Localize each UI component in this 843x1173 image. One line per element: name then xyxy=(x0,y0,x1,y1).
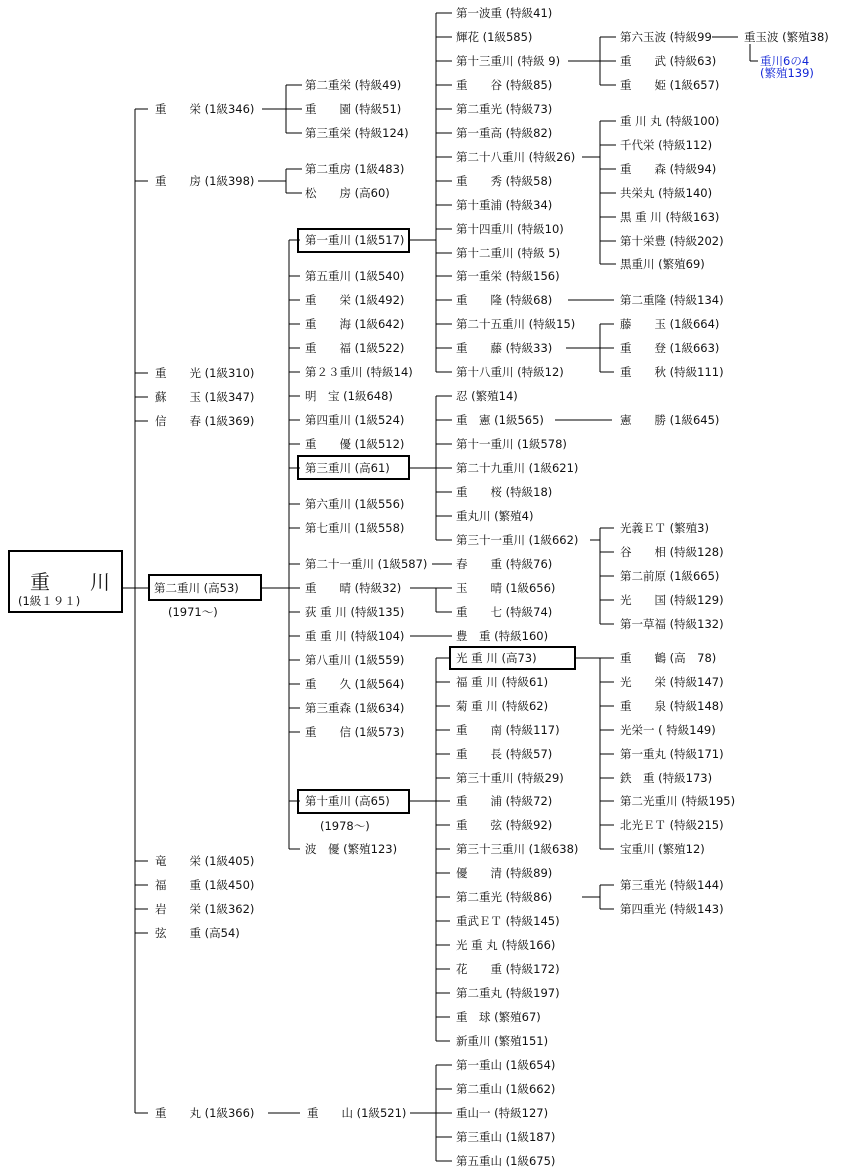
dai10-son-node: 光 重 丸 (特級166) xyxy=(456,938,556,952)
great-grandson-node: 北光ＥＴ (特級215) xyxy=(620,818,724,832)
sire-node: 信 春 (1級369) xyxy=(155,414,255,428)
root-node-grade: (1級１９１) xyxy=(18,594,81,608)
dai3-son-node: 重丸川 (繁殖4) xyxy=(456,509,534,523)
great-grandson-node: 藤 玉 (1級664) xyxy=(620,317,720,331)
dai1-son-node: 第一重栄 (特級156) xyxy=(456,269,560,283)
dai3-son-node: 第十一重川 (1級578) xyxy=(456,437,567,451)
dai3-son-node: 第二十九重川 (1級621) xyxy=(456,461,579,475)
great-grandson-node: 第一重山 (1級654) xyxy=(456,1058,556,1072)
great-grandson-node: 第二前原 (1級665) xyxy=(620,569,720,583)
grandson-node: 重 園 (特級51) xyxy=(305,102,402,116)
dai10-son-node: 重 球 (繁殖67) xyxy=(456,1010,541,1024)
dai10-son-node: 重 浦 (特級72) xyxy=(456,794,553,808)
great-grandson-node: 黒重川 (繁殖69) xyxy=(620,257,705,271)
dai1-son-node: 輝花 (1級585) xyxy=(456,30,533,44)
dai10-son-node: 光 重 川 (高73) xyxy=(456,651,537,665)
great-grandson-node: 第二重隆 (特級134) xyxy=(620,293,724,307)
grandson-node: 松 房 (高60) xyxy=(305,186,390,200)
great-grandson-node: 重 鶴 (高 78) xyxy=(620,651,717,665)
grandson-node: 重 山 (1級521) xyxy=(307,1106,407,1120)
great-grandson-node: 光義ＥＴ (繁殖3) xyxy=(620,521,709,535)
dai3-son-node: 重 憲 (1級565) xyxy=(456,413,544,427)
dai10-son-node: 第二重丸 (特級197) xyxy=(456,986,560,1000)
dai3-son-node: 重 桜 (特級18) xyxy=(456,485,553,499)
dai1-son-node: 第十三重川 (特級 9) xyxy=(456,54,561,68)
dai2-son-node: 第八重川 (1級559) xyxy=(305,653,405,667)
dai10-son-node: 第三十三重川 (1級638) xyxy=(456,842,579,856)
sire-node: 重 房 (1級398) xyxy=(155,174,255,188)
dai1-son-node: 第十重浦 (特級34) xyxy=(456,198,553,212)
great-grandson-node: 第三重山 (1級187) xyxy=(456,1130,556,1144)
dai10-son-node: 菊 重 川 (特級62) xyxy=(456,699,549,713)
highlight-box xyxy=(297,228,410,253)
highlight-box xyxy=(449,646,576,670)
grandson-node: 第三重栄 (特級124) xyxy=(305,126,409,140)
great-grandson-node: 重川6の4 xyxy=(760,54,810,68)
highlight-box xyxy=(297,789,410,814)
great-grandson-node: 重 七 (特級74) xyxy=(456,605,553,619)
dai2-son-node: 重 栄 (1級492) xyxy=(305,293,405,307)
period-note: (1978～) xyxy=(320,819,370,833)
sire-node-dai2shigekawa: 第二重川 (高53) xyxy=(154,581,239,595)
dai10-son-node: 第二重光 (特級86) xyxy=(456,890,553,904)
dai1-son-node: 第一波重 (特級41) xyxy=(456,6,553,20)
dai2-son-node: 第四重川 (1級524) xyxy=(305,413,405,427)
great-grandson-node: 光 国 (特級129) xyxy=(620,593,724,607)
dai10-son-node: 重 長 (特級57) xyxy=(456,747,553,761)
dai2-son-node: 明 宝 (1級648) xyxy=(305,389,393,403)
great-grandson-node: 谷 相 (特級128) xyxy=(620,545,724,559)
great-grandson-node: 光栄一 ( 特級149) xyxy=(620,723,716,737)
great-grandson-node: 重 森 (特級94) xyxy=(620,162,717,176)
dai10-son-node: 重武ＥＴ (特級145) xyxy=(456,914,560,928)
great-grandson-node: 第一重丸 (特級171) xyxy=(620,747,724,761)
great-grandson-node: 第四重光 (特級143) xyxy=(620,902,724,916)
great-grandson-node: 重 登 (1級663) xyxy=(620,341,720,355)
great-grandson-node: 春 重 (特級76) xyxy=(456,557,553,571)
great-grandson-node: 第三重光 (特級144) xyxy=(620,878,724,892)
sire-node: 竜 栄 (1級405) xyxy=(155,854,255,868)
dai2-son-node: 重 晴 (特級32) xyxy=(305,581,402,595)
grandson-node: 第二重房 (1級483) xyxy=(305,162,405,176)
dai1-son-node: 第二十五重川 (特級15) xyxy=(456,317,576,331)
great-grandson-node: 千代栄 (特級112) xyxy=(620,138,713,152)
dai2-son-node: 第２３重川 (特級14) xyxy=(305,365,413,379)
sire-node: 弦 重 (高54) xyxy=(155,926,240,940)
dai3-son-node: 忍 (繁殖14) xyxy=(456,389,518,403)
dai2-son-node: 第三重川 (高61) xyxy=(305,461,390,475)
great-grandson-node: 重 泉 (特級148) xyxy=(620,699,724,713)
dai2-son-node: 第十重川 (高65) xyxy=(305,794,390,808)
great-grandson-node: 重 武 (特級63) xyxy=(620,54,717,68)
sire-node: 蘇 玉 (1級347) xyxy=(155,390,255,404)
grandson-node: 第二重栄 (特級49) xyxy=(305,78,402,92)
period-note: (1971～) xyxy=(168,605,218,619)
great-grandson-node: 第一草福 (特級132) xyxy=(620,617,724,631)
great-grandson-node: 玉 晴 (1級656) xyxy=(456,581,556,595)
dai1-son-node: 第二十八重川 (特級26) xyxy=(456,150,576,164)
dai2-son-node: 第二十一重川 (1級587) xyxy=(305,557,428,571)
dai2-son-node: 重 福 (1級522) xyxy=(305,341,405,355)
great-grandson-node: 第二重山 (1級662) xyxy=(456,1082,556,1096)
dai10-son-node: 花 重 (特級172) xyxy=(456,962,560,976)
dai1-son-node: 第十四重川 (特級10) xyxy=(456,222,564,236)
dai10-son-node: 重 弦 (特級92) xyxy=(456,818,553,832)
dai2-son-node: 重 海 (1級642) xyxy=(305,317,405,331)
root-node-name: 重 川 xyxy=(30,570,110,594)
dai10-son-node: 福 重 川 (特級61) xyxy=(456,675,549,689)
dai2-son-node: 第三重森 (1級634) xyxy=(305,701,405,715)
dai1-son-node: 第二重光 (特級73) xyxy=(456,102,553,116)
sire-node: 福 重 (1級450) xyxy=(155,878,255,892)
sire-node: 重 丸 (1級366) xyxy=(155,1106,255,1120)
dai2-son-node: 第五重川 (1級540) xyxy=(305,269,405,283)
dai2-son-node: 第六重川 (1級556) xyxy=(305,497,405,511)
dai2-son-node: 重 重 川 (特級104) xyxy=(305,629,405,643)
dai1-son-node: 重 秀 (特級58) xyxy=(456,174,553,188)
highlight-box xyxy=(297,455,410,480)
great-grandson-node: 重玉波 (繁殖38) xyxy=(744,30,829,44)
dai1-son-node: 重 藤 (特級33) xyxy=(456,341,553,355)
great-grandson-node: 重 姫 (1級657) xyxy=(620,78,720,92)
great-grandson-node: 第十栄豊 (特級202) xyxy=(620,234,724,248)
dai2-son-node: 重 久 (1級564) xyxy=(305,677,405,691)
dai10-son-node: 優 清 (特級89) xyxy=(456,866,553,880)
dai2-son-node: 波 優 (繁殖123) xyxy=(305,842,398,856)
dai10-son-node: 第三十重川 (特級29) xyxy=(456,771,564,785)
dai2-son-node: 重 信 (1級573) xyxy=(305,725,405,739)
great-grandson-node: 鉄 重 (特級173) xyxy=(620,771,713,785)
great-grandson-node: 光 栄 (特級147) xyxy=(620,675,724,689)
sire-node: 重 栄 (1級346) xyxy=(155,102,255,116)
dai3-son-node: 第三十一重川 (1級662) xyxy=(456,533,579,547)
great-grandson-node: 重山一 (特級127) xyxy=(456,1106,549,1120)
great-grandson-node: 宝重川 (繁殖12) xyxy=(620,842,705,856)
great-grandson-node: 重 秋 (特級111) xyxy=(620,365,724,379)
great-grandson-node: 重 川 丸 (特級100) xyxy=(620,114,720,128)
great-grandson-node: 憲 勝 (1級645) xyxy=(620,413,720,427)
dai10-son-node: 重 南 (特級117) xyxy=(456,723,560,737)
dai2-son-node: 荻 重 川 (特級135) xyxy=(305,605,405,619)
great-grandson-node: 第六玉波 (特級99 xyxy=(620,30,712,44)
dai1-son-node: 第十八重川 (特級12) xyxy=(456,365,564,379)
dai1-son-node: 重 隆 (特級68) xyxy=(456,293,553,307)
dai1-son-node: 第一重高 (特級82) xyxy=(456,126,553,140)
dai2-son-node: 重 優 (1級512) xyxy=(305,437,405,451)
great-grandson-node: (繁殖139) xyxy=(760,66,814,80)
dai1-son-node: 重 谷 (特級85) xyxy=(456,78,553,92)
dai1-son-node: 第十二重川 (特級 5) xyxy=(456,246,561,260)
dai2-son-node: 第七重川 (1級558) xyxy=(305,521,405,535)
great-grandson-node: 豊 重 (特級160) xyxy=(456,629,549,643)
great-grandson-node: 黒 重 川 (特級163) xyxy=(620,210,720,224)
great-grandson-node: 第二光重川 (特級195) xyxy=(620,794,736,808)
sire-node: 岩 栄 (1級362) xyxy=(155,902,255,916)
great-grandson-node: 第五重山 (1級675) xyxy=(456,1154,556,1168)
dai10-son-node: 新重川 (繁殖151) xyxy=(456,1034,549,1048)
great-grandson-node: 共栄丸 (特級140) xyxy=(620,186,713,200)
dai2-son-node: 第一重川 (1級517) xyxy=(305,233,405,247)
sire-node: 重 光 (1級310) xyxy=(155,366,255,380)
